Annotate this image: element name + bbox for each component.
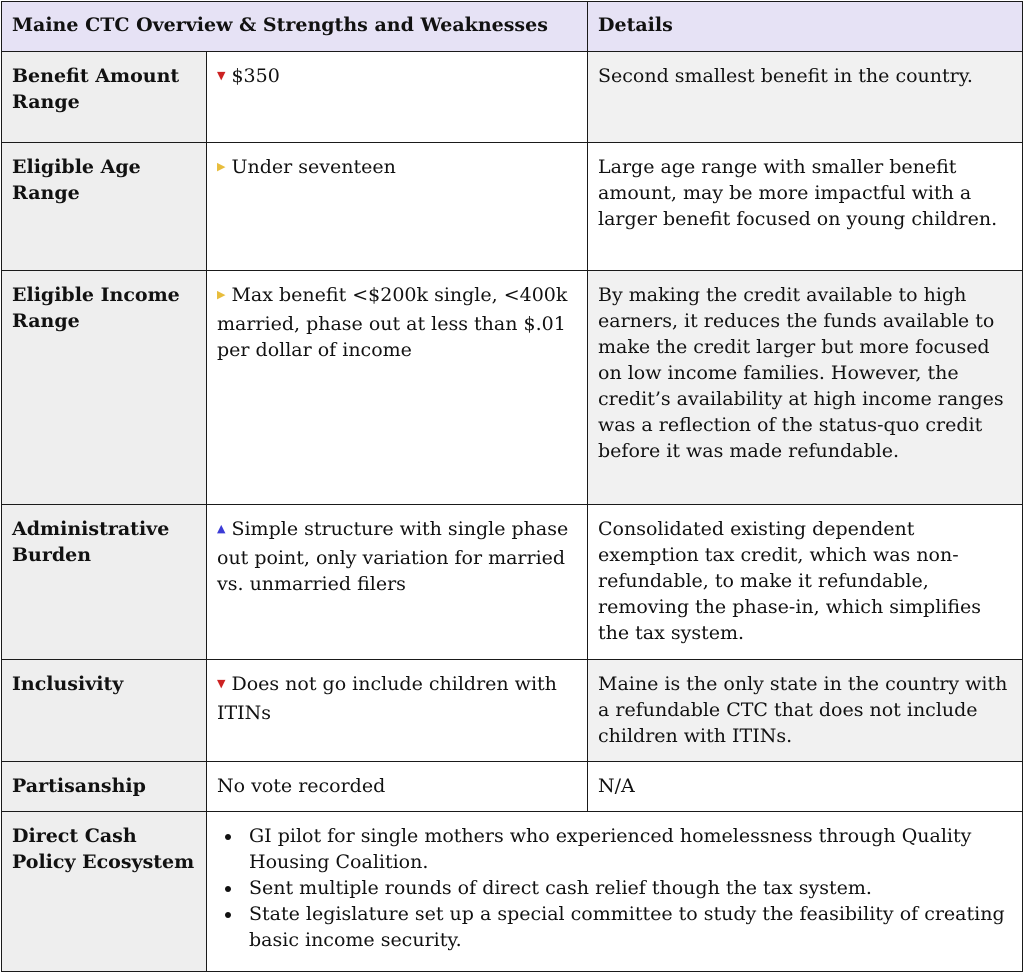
row-value — [207, 271, 588, 505]
value-text: Under seventeen — [231, 156, 396, 178]
list-item: • State legislature set up a special committee to study the feasibility of creating basic income security. — [243, 901, 1012, 953]
row-detail: Large age range with smaller benefit amount, may be more impactful with a larger benefit focused on young children. — [588, 143, 1023, 271]
row-label: Inclusivity — [2, 660, 207, 762]
table-row — [2, 52, 1023, 143]
table-row — [2, 505, 1023, 660]
row-label: Eligible Income Range — [2, 271, 207, 505]
ecosystem-list-cell — [207, 812, 1023, 972]
row-value — [207, 660, 588, 762]
row-detail: N/A — [588, 762, 1023, 812]
table-row — [2, 812, 1023, 972]
value-text: Simple structure with single phase out point, only variation for married vs. unmarried filers — [217, 518, 569, 595]
row-label: Direct Cash Policy Ecosystem — [2, 812, 207, 972]
row-detail: Maine is the only state in the country with a refundable CTC that does not include children with ITINs. — [588, 660, 1023, 762]
table-row — [2, 271, 1023, 505]
right-triangle-icon: ▶ — [217, 288, 226, 301]
row-label: Eligible Age Range — [2, 143, 207, 271]
row-label: Administrative Burden — [2, 505, 207, 660]
header-details: Details — [588, 2, 1023, 52]
down-triangle-icon: ▼ — [217, 69, 226, 82]
down-triangle-icon: ▼ — [217, 677, 226, 690]
row-detail: Consolidated existing dependent exemption tax credit, which was non-refundable, to make it refundable, removing the phase-in, which simplifies the tax system. — [588, 505, 1023, 660]
row-value: No vote recorded — [207, 762, 588, 812]
list-item: • Sent multiple rounds of direct cash relief though the tax system. — [243, 875, 1012, 901]
header-overview: Maine CTC Overview & Strengths and Weaknesses — [2, 2, 588, 52]
table-row — [2, 143, 1023, 271]
row-value — [207, 505, 588, 660]
table-row — [2, 762, 1023, 812]
value-text: Does not go include children with ITINs — [217, 673, 557, 724]
ctc-overview-table — [1, 1, 1023, 972]
row-value — [207, 52, 588, 143]
row-value — [207, 143, 588, 271]
row-label: Benefit Amount Range — [2, 52, 207, 143]
row-detail: By making the credit available to high earners, it reduces the funds available to make the credit larger but more focused on low income families. However, the credit’s availability at high income ranges was a reflection of the status-quo credit before it was made refundable. — [588, 271, 1023, 505]
list-item: • GI pilot for single mothers who experienced homelessness through Quality Housing Coalition. — [243, 823, 1012, 875]
ecosystem-list — [217, 823, 1012, 953]
value-text: Max benefit <$200k single, <400k married, phase out at less than $.01 per dollar of income — [217, 284, 568, 361]
header-row — [2, 2, 1023, 52]
up-triangle-icon: ▲ — [217, 522, 226, 535]
right-triangle-icon: ▶ — [217, 160, 226, 173]
row-label: Partisanship — [2, 762, 207, 812]
row-detail: Second smallest benefit in the country. — [588, 52, 1023, 143]
value-text: $350 — [231, 65, 280, 87]
table-row — [2, 660, 1023, 762]
